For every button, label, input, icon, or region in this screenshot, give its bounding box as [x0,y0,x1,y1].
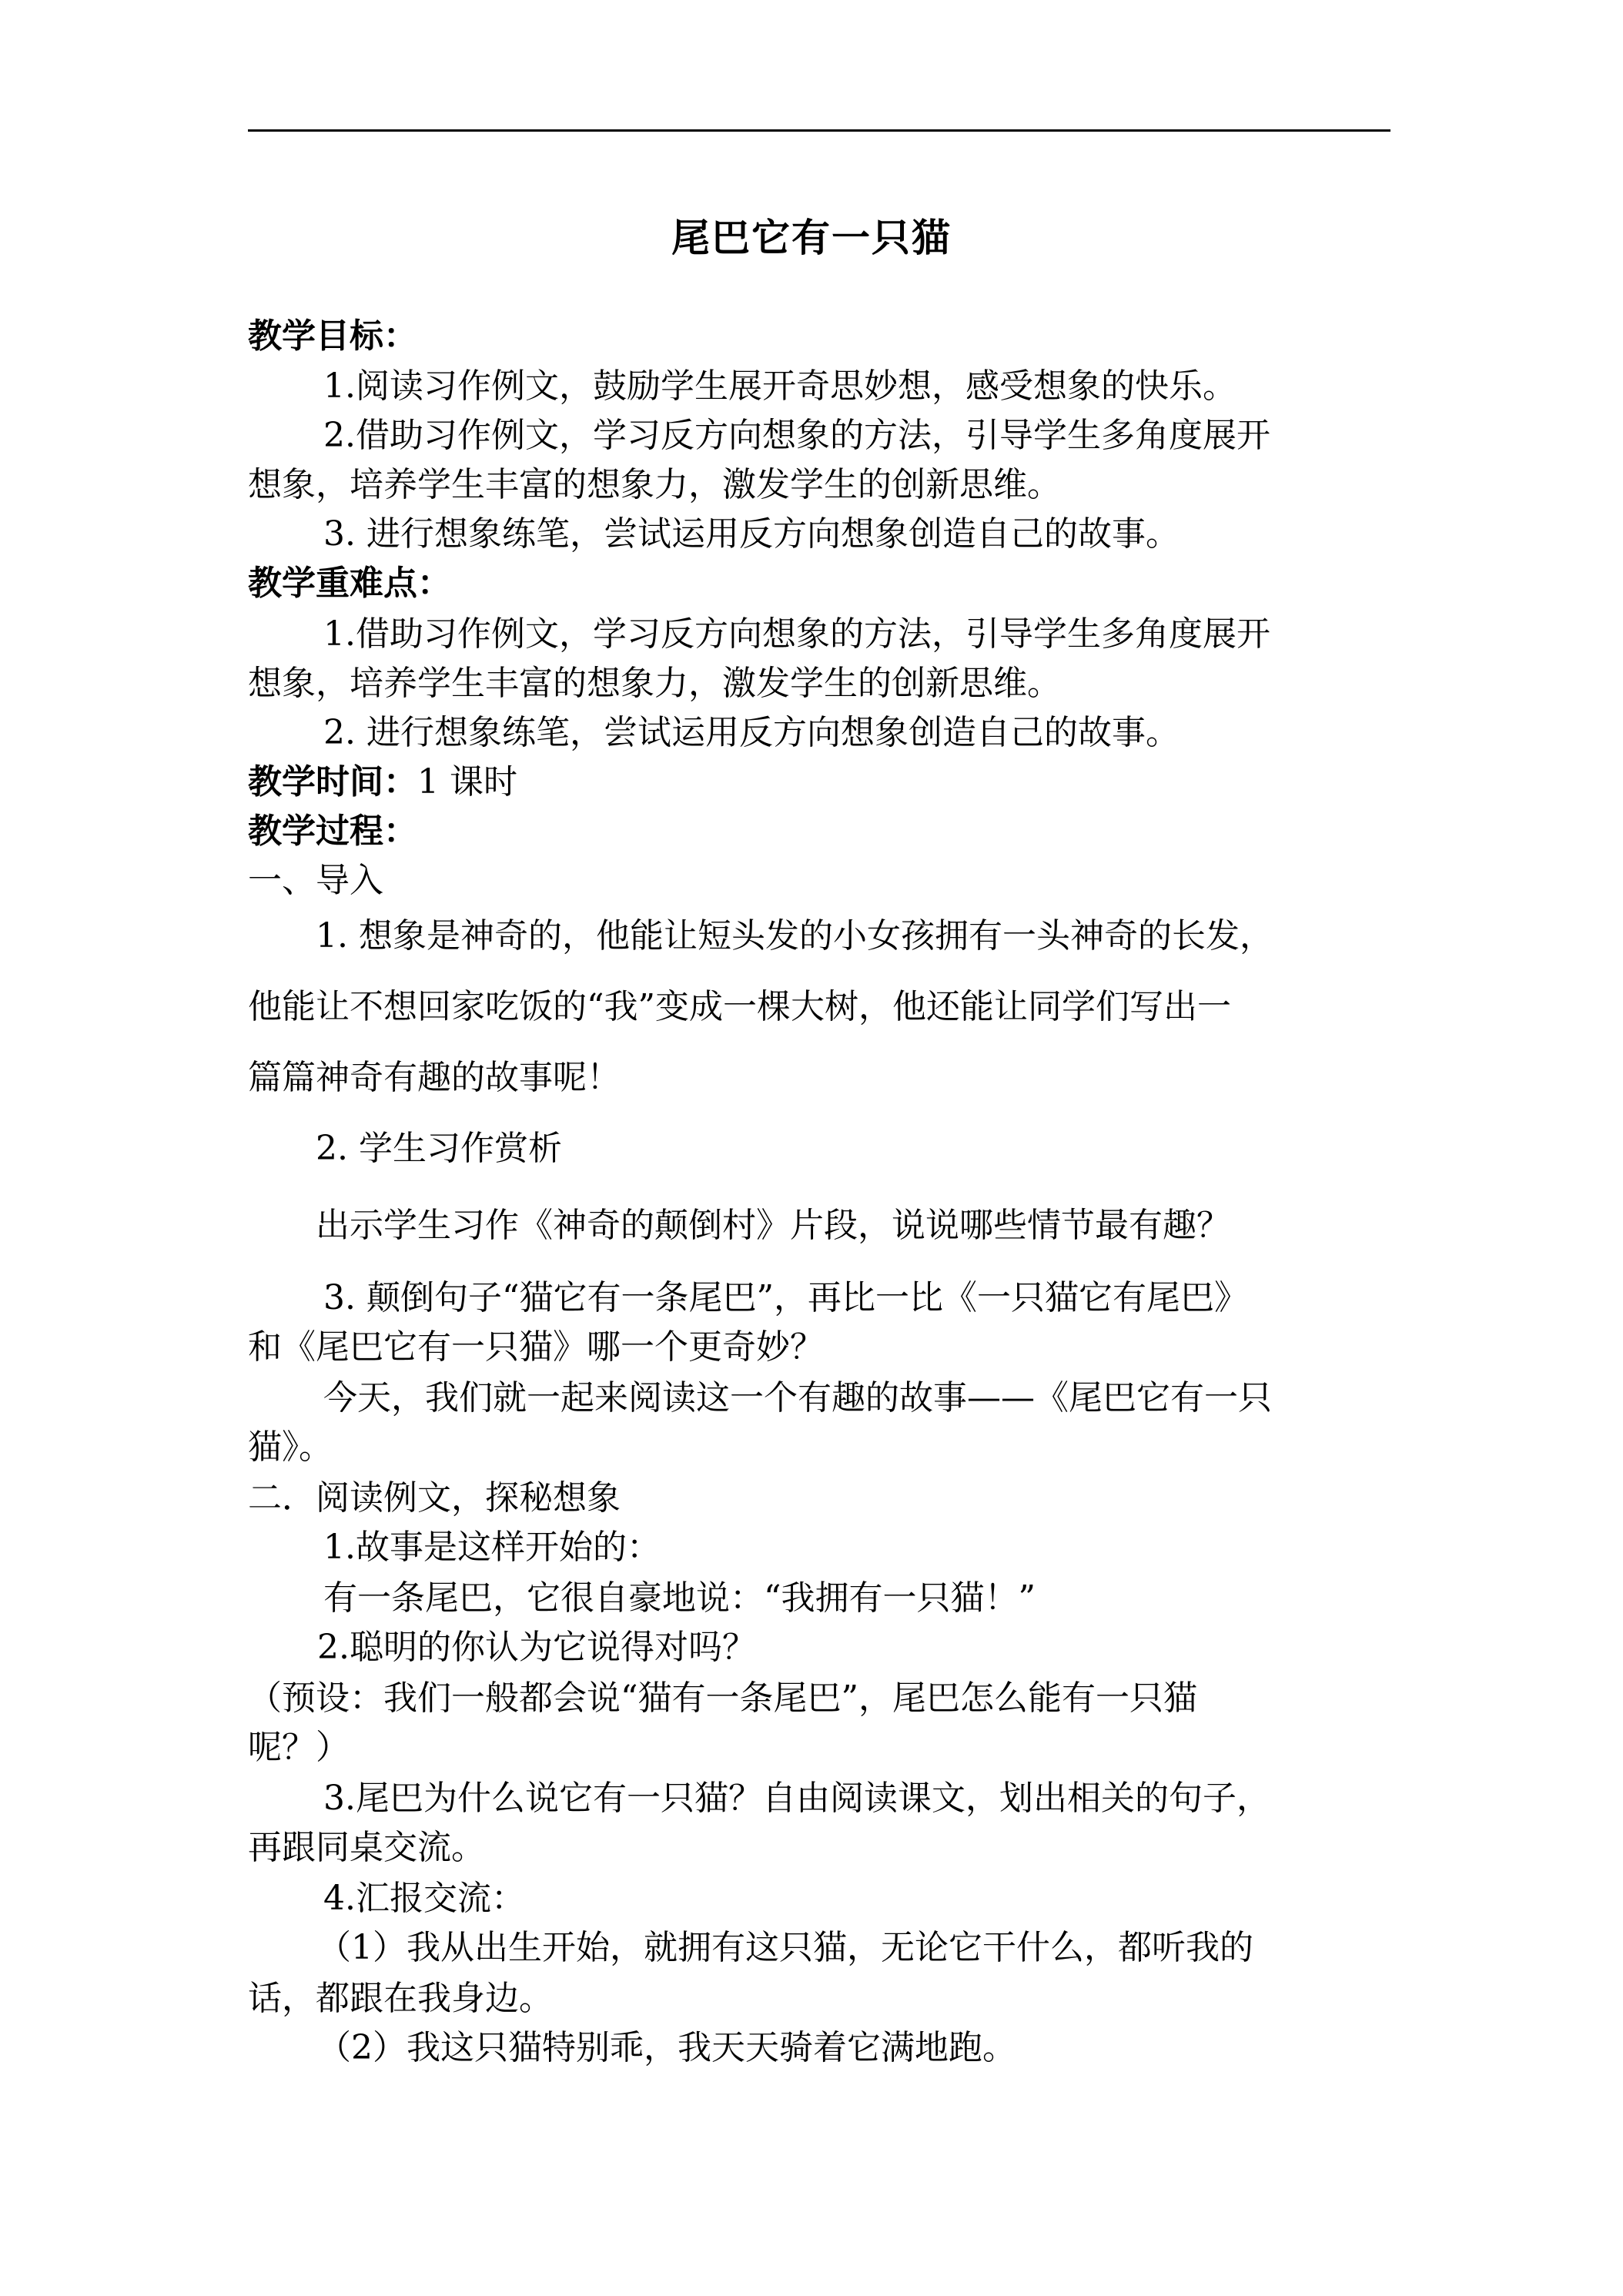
section1-p3: 出示学生习作《神奇的颠倒村》片段，说说哪些情节最有趣？ [316,1206,1230,1245]
section2-p3: 2.聪明的你认为它说得对吗？ [317,1628,756,1667]
section2-p7-line1: （1）我从出生开始，就拥有这只猫，无论它干什么，都听我的 [317,1928,1253,1967]
time-heading: 教学时间： [248,762,417,802]
section1-p4-line2: 和《尾巴它有一只猫》哪一个更奇妙？ [248,1327,824,1367]
key-points-heading: 教学重难点： [248,564,451,603]
section2-p8: （2）我这只猫特别乖，我天天骑着它满地跑。 [317,2028,1016,2067]
header-rule [248,129,1390,132]
section1-p1-line1: 1. 想象是神奇的，他能让短头发的小女孩拥有一头神奇的长发， [316,916,1273,956]
section2-p1: 1.故事是这样开始的： [323,1528,661,1567]
section2-p5-line1: 3.尾巴为什么说它有一只猫？自由阅读课文，划出相关的句子， [323,1779,1270,1818]
key-point-2: 2. 进行想象练笔，尝试运用反方向想象创造自己的故事。 [323,713,1180,752]
section2-p6: 4.汇报交流： [323,1879,525,1918]
section2-p4-line1: （预设：我们一般都会说“猫有一条尾巴”，尾巴怎么能有一只猫 [248,1678,1197,1718]
objective-2-line1: 2.借助习作例文，学习反方向想象的方法，引导学生多角度展开 [323,416,1270,455]
section1-title: 一、导入 [248,861,383,900]
process-heading: 教学过程： [248,812,417,851]
section1-p5-line1: 今天，我们就一起来阅读这一个有趣的故事——《尾巴它有一只 [323,1378,1272,1417]
document-title: 尾巴它有一只猫 [671,216,952,260]
objectives-heading: 教学目标： [248,316,417,356]
key-point-1-line1: 1.借助习作例文，学习反方向想象的方法，引导学生多角度展开 [323,614,1270,654]
section1-p2: 2. 学生习作赏析 [316,1129,562,1168]
section2-p2: 有一条尾巴，它很自豪地说：“我拥有一只猫！” [323,1578,1036,1618]
section2-title: 二．阅读例文，探秘想象 [248,1478,621,1518]
time-value: 1 课时 [417,762,517,802]
objective-2-line2: 想象，培养学生丰富的想象力，激发学生的创新思维。 [248,465,1061,504]
section2-p4-line2: 呢？） [248,1728,350,1767]
objective-1: 1.阅读习作例文，鼓励学生展开奇思妙想，感受想象的快乐。 [323,366,1236,406]
section2-p7-line2: 话，都跟在我身边。 [248,1979,553,2018]
objective-3: 3. 进行想象练笔，尝试运用反方向想象创造自己的故事。 [323,514,1180,554]
section1-p1-line3: 篇篇神奇有趣的故事呢！ [248,1058,621,1097]
section1-p1-line2: 他能让不想回家吃饭的“我”变成一棵大树，他还能让同学们写出一 [248,987,1231,1026]
section1-p5-line2: 猫》。 [248,1427,333,1467]
section2-p5-line2: 再跟同桌交流。 [248,1828,485,1867]
time-row [248,758,1395,807]
section1-p4-line1: 3. 颠倒句子“猫它有一条尾巴”，再比一比《一只猫它有尾巴》 [323,1278,1248,1317]
key-point-1-line2: 想象，培养学生丰富的想象力，激发学生的创新思维。 [248,664,1061,703]
